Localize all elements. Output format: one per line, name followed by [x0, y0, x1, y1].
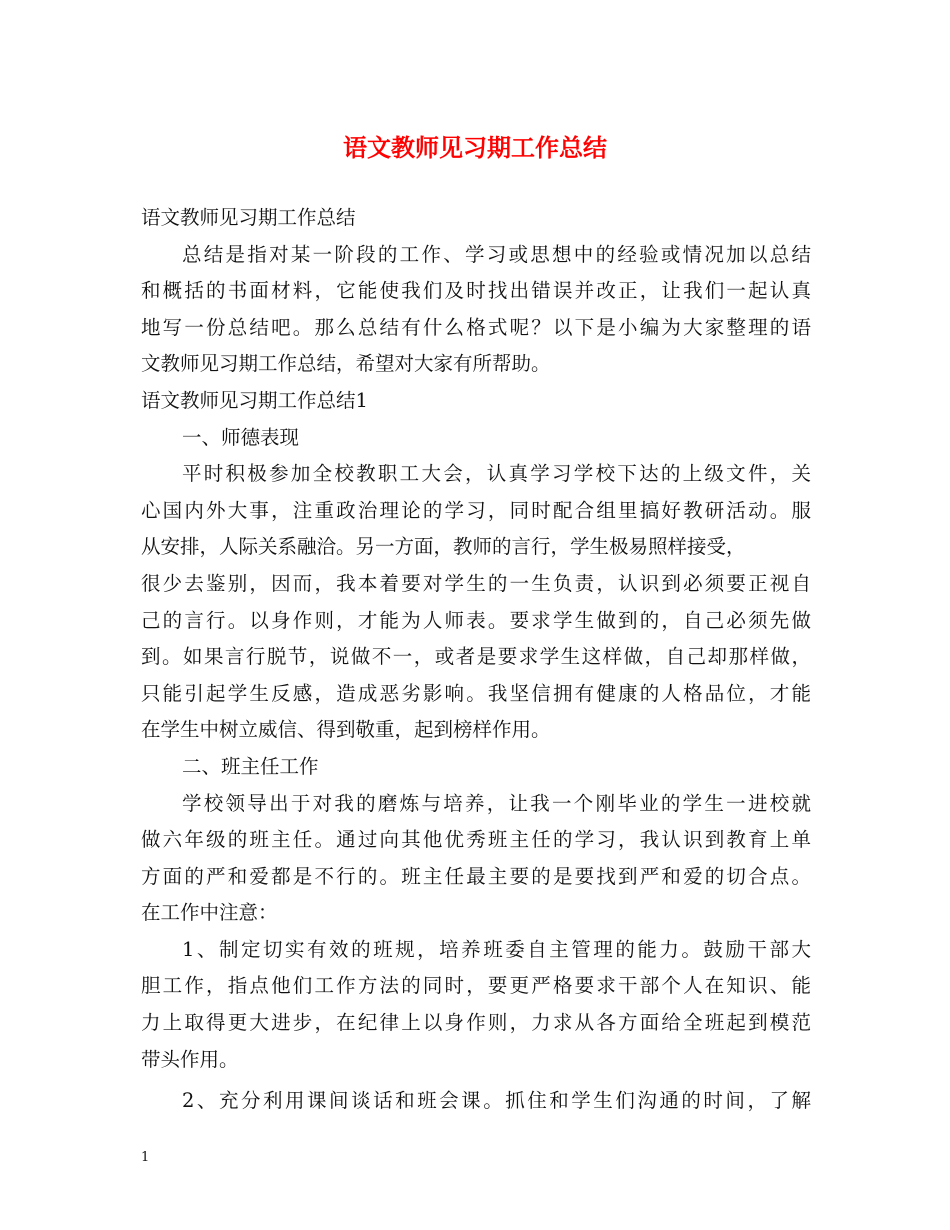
paragraph-line: 心国内外大事，注重政治理论的学习，同时配合组里搞好教研活动。服: [141, 498, 811, 522]
document-body: [141, 200, 811, 1120]
paragraph-line: 只能引起学生反感，造成恶劣影响。我坚信拥有健康的人格品位，才能: [141, 681, 811, 705]
paragraph-line: 地写一份总结吧。那么总结有什么格式呢？以下是小编为大家整理的语: [141, 315, 811, 339]
paragraph-line: 文教师见习期工作总结，希望对大家有所帮助。: [141, 352, 551, 376]
paragraph-line: 方面的严和爱都是不行的。班主任最主要的是要找到严和爱的切合点。: [141, 864, 811, 888]
paragraph-line: 总结是指对某一阶段的工作、学习或思想中的经验或情况加以总结: [182, 242, 811, 266]
subsection-heading: 一、师德表现: [182, 425, 300, 449]
section-heading: 语文教师见习期工作总结1: [141, 388, 368, 412]
paragraph-line: 从安排，人际关系融洽。另一方面，教师的言行，学生极易照样接受，: [141, 535, 746, 559]
subsection-heading: 二、班主任工作: [182, 754, 319, 778]
paragraph-line: 己的言行。以身作则，才能为人师表。要求学生做到的，自己必须先做: [141, 608, 811, 632]
paragraph-line: 力上取得更大进步，在纪律上以身作则，力求从各方面给全班起到模范: [141, 1011, 811, 1035]
paragraph-line: 和概括的书面材料，它能使我们及时找出错误并改正，让我们一起认真: [141, 279, 811, 303]
paragraph-line: 在工作中注意：: [141, 901, 278, 925]
paragraph-line: 语文教师见习期工作总结: [141, 206, 356, 229]
paragraph-line: 胆工作，指点他们工作方法的同时，要更严格要求干部个人在知识、能: [141, 974, 811, 998]
paragraph-line: 做六年级的班主任。通过向其他优秀班主任的学习，我认识到教育上单: [141, 828, 811, 852]
paragraph-line: 很少去鉴别，因而，我本着要对学生的一生负责，认识到必须要正视自: [141, 571, 811, 595]
paragraph-line: 在学生中树立威信、得到敬重，起到榜样作用。: [141, 718, 551, 742]
paragraph-line: 到。如果言行脱节，说做不一，或者是要求学生这样做，自己却那样做，: [141, 645, 811, 669]
paragraph-line: 1、制定切实有效的班规，培养班委自主管理的能力。鼓励干部大: [182, 937, 811, 961]
paragraph-line: 2、充分利用课间谈话和班会课。抓住和学生们沟通的时间，了解: [182, 1089, 811, 1113]
paragraph-line: 学校领导出于对我的磨炼与培养，让我一个刚毕业的学生一进校就: [182, 791, 811, 815]
page-number: 1: [141, 1150, 150, 1165]
document-title: 语文教师见习期工作总结: [343, 133, 607, 162]
paragraph-line: 平时积极参加全校教职工大会，认真学习学校下达的上级文件，关: [182, 462, 811, 486]
paragraph-line: 带头作用。: [141, 1047, 239, 1071]
